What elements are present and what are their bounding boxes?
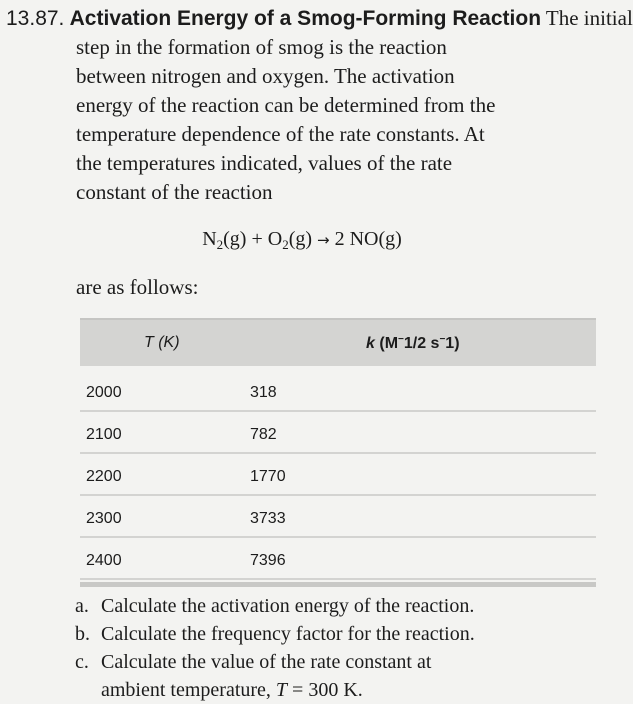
question-part-c: c. Calculate the value of the rate constant at ambient temperature, T = 300 K.	[75, 651, 432, 701]
problem-line: temperature dependence of the rate constants. At	[76, 122, 485, 146]
table-row	[80, 366, 596, 412]
cell-rate-constant: 1770	[250, 468, 286, 485]
problem-statement	[6, 4, 633, 207]
table-row	[80, 496, 596, 538]
header-rate-constant: k (M−1/2 s−1)	[366, 334, 460, 352]
reaction-equation: $N_2(g) + O_2(g) \to 2$ NO(g)	[202, 228, 402, 252]
problem-line: the temperatures indicated, values of the rate	[76, 151, 453, 175]
problem-number: 13.87.	[6, 7, 65, 30]
problem-title: Activation Energy of a Smog-Forming Reaction	[69, 7, 542, 30]
cell-rate-constant: 3733	[250, 510, 286, 527]
table-row	[80, 412, 596, 454]
problem-line: energy of the reaction can be determined from the	[76, 93, 496, 117]
table-body	[80, 366, 596, 580]
header-temperature: T (K)	[144, 334, 180, 351]
cell-rate-constant: 7396	[250, 552, 286, 569]
rate-constant-table	[80, 318, 596, 587]
cell-rate-constant: 318	[250, 384, 277, 401]
problem-line: step in the formation of smog is the reaction	[76, 35, 447, 59]
cell-temperature: 2100	[86, 426, 122, 443]
cell-rate-constant: 782	[250, 426, 277, 443]
problem-first-line-tail: The initial	[545, 6, 633, 30]
reaction-arrow: →	[317, 231, 330, 249]
table-row	[80, 454, 596, 496]
question-part-b: b. Calculate the frequency factor for the reaction.	[75, 623, 475, 645]
cell-temperature: 2400	[86, 552, 122, 569]
problem-line: between nitrogen and oxygen. The activation	[76, 64, 455, 88]
cell-temperature: 2200	[86, 468, 122, 485]
table-row	[80, 538, 596, 580]
cell-temperature: 2000	[86, 384, 122, 401]
table-header	[80, 318, 596, 366]
table-bottom-rule	[80, 582, 596, 587]
follows-text: are as follows:	[76, 275, 199, 299]
cell-temperature: 2300	[86, 510, 122, 527]
problem-first-line	[6, 4, 633, 33]
question-part-a: a. Calculate the activation energy of the reaction.	[75, 595, 475, 617]
question-parts	[75, 592, 595, 704]
problem-line: constant of the reaction	[76, 180, 273, 204]
